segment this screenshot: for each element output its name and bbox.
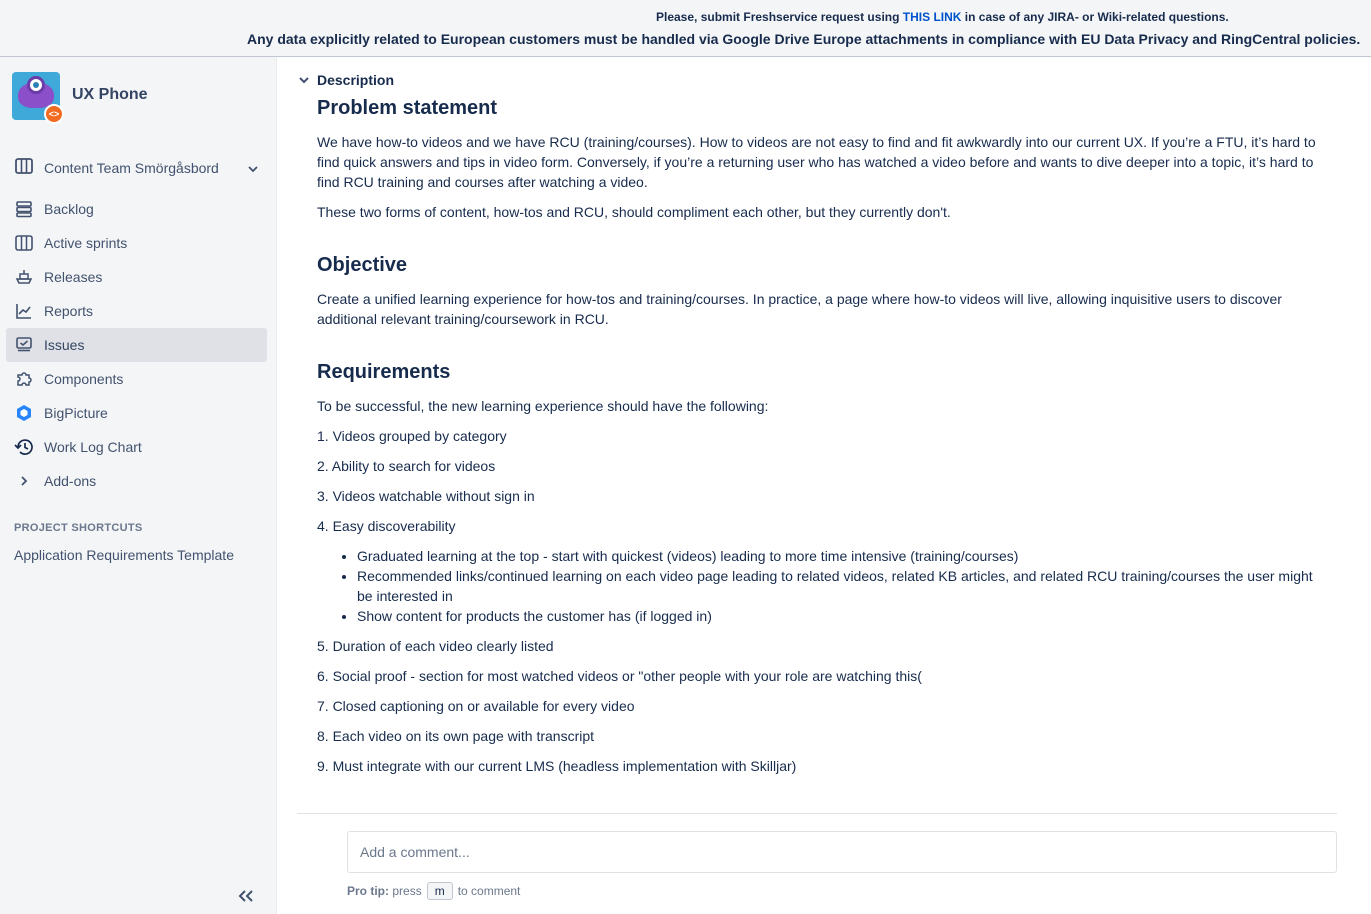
board-selector[interactable] (8, 151, 267, 185)
history-icon (14, 437, 34, 457)
sidebar-item-reports[interactable] (6, 294, 267, 328)
objective-heading: Objective (317, 254, 408, 276)
project-shortcuts-heading: PROJECT SHORTCUTS (14, 522, 143, 534)
chart-icon (14, 301, 34, 321)
avatar-pupil (33, 82, 39, 88)
chevron-down-icon (297, 73, 311, 87)
freshservice-link[interactable]: THIS LINK (902, 10, 962, 24)
sidebar-item-label: Components (44, 371, 124, 387)
ship-icon (14, 267, 34, 287)
sidebar-item-label: Work Log Chart (44, 439, 142, 455)
project-sidebar (0, 57, 277, 914)
code-badge-icon: <> (44, 104, 64, 124)
requirements-intro: To be successful, the new learning experience should have the following: (317, 398, 769, 414)
bigpicture-icon (14, 403, 34, 423)
list-item: • Show content for products the customer has (if logged in) (357, 606, 1317, 626)
announcement-banner (0, 0, 1371, 57)
shortcut-application-requirements[interactable]: Application Requirements Template (14, 547, 234, 563)
requirement-item: 2. Ability to search for videos (317, 458, 496, 474)
requirement-item: 4. Easy discoverability (317, 518, 456, 534)
sidebar-item-label: Reports (44, 303, 94, 319)
requirement-item: 9. Must integrate with our current LMS (headless implementation with Skilljar) (317, 758, 797, 774)
sidebar-item-releases[interactable] (6, 260, 267, 294)
sidebar-item-label: Active sprints (44, 235, 128, 251)
pro-tip-label: Pro tip: (347, 884, 389, 898)
collapse-sidebar-button[interactable] (234, 886, 258, 910)
requirement-item: 1. Videos grouped by category (317, 428, 507, 444)
project-name[interactable]: UX Phone (72, 86, 148, 103)
chevron-right-icon (14, 471, 34, 491)
requirements-heading: Requirements (317, 361, 451, 383)
banner-text-after: in case of any JIRA- or Wiki-related questions. (961, 10, 1229, 24)
requirement-item: 8. Each video on its own page with transcript (317, 728, 595, 744)
sidebar-item-label: Releases (44, 269, 103, 285)
pro-tip-press: press (392, 884, 422, 898)
divider (297, 813, 1337, 814)
requirement-item: 5. Duration of each video clearly listed (317, 638, 554, 654)
board-icon (14, 233, 34, 253)
banner-line-1 (656, 10, 1229, 24)
description-content (317, 95, 1317, 776)
add-comment-input[interactable] (347, 831, 1337, 873)
problem-heading: Problem statement (317, 97, 498, 119)
pro-tip-after: to comment (457, 884, 521, 898)
objective-paragraph: Create a unified learning experience for how-tos and training/courses. In practice, a page where how-to videos will live, allowing inquisitive users to discover additional relevant training/coursework in RCU. (317, 291, 1282, 327)
sidebar-item-label: Issues (44, 337, 85, 353)
banner-text-before: Please, submit Freshservice request using (656, 10, 903, 24)
description-label: Description (317, 72, 395, 88)
banner-line-2: Any data explicitly related to European customers must be handled via Google Drive Europe attachments in compliance with EU Data Privacy and RingCentral policies. (247, 31, 1361, 47)
puzzle-icon (14, 369, 34, 389)
sidebar-nav (6, 192, 267, 498)
issue-main-panel (277, 57, 1371, 914)
requirement-item: 7. Closed captioning on or available for every video (317, 698, 635, 714)
sidebar-item-label: Add-ons (44, 473, 97, 489)
sidebar-item-issues[interactable] (6, 328, 267, 362)
discoverability-bullets (357, 546, 1317, 626)
problem-paragraph-2: These two forms of content, how-tos and RCU, should compliment each other, but they currently don't. (317, 204, 951, 220)
sidebar-item-label: BigPicture (44, 405, 108, 421)
backlog-icon (14, 199, 34, 219)
sidebar-item-bigpicture[interactable] (6, 396, 267, 430)
project-avatar[interactable] (12, 72, 60, 120)
sidebar-item-add-ons[interactable] (6, 464, 267, 498)
chevron-down-icon (247, 162, 259, 180)
board-name: Content Team Smörgåsbord (44, 160, 219, 176)
board-icon (15, 158, 33, 179)
issues-icon (14, 335, 34, 355)
list-item: • Recommended links/continued learning on each video page leading to related videos, related KB articles, and related RCU training/courses the user might be interested in (357, 566, 1317, 606)
sidebar-item-work-log-chart[interactable] (6, 430, 267, 464)
requirement-item: 3. Videos watchable without sign in (317, 488, 535, 504)
problem-paragraph-1: We have how-to videos and we have RCU (training/courses). How to videos are not easy to find and fit awkwardly into our current UX. If you’re a FTU, it’s hard to find quick answers and tips in video form. Conversely, if you’re a returning user who has watched a video before and wants to dive deeper into a topic, it’s hard to find RCU training and courses after watching a video. (317, 134, 1316, 190)
sidebar-item-active-sprints[interactable] (6, 226, 267, 260)
sidebar-item-components[interactable] (6, 362, 267, 396)
pro-tip (347, 882, 520, 900)
description-toggle[interactable] (297, 72, 394, 88)
list-item: • Graduated learning at the top - start with quickest (videos) leading to more time intensive (training/courses) (357, 546, 1317, 566)
requirement-item: 6. Social proof - section for most watched videos or "other people with your role are watching this( (317, 668, 922, 684)
shortcut-key: m (427, 882, 453, 900)
sidebar-item-label: Backlog (44, 201, 94, 217)
double-chevron-left-icon (238, 889, 254, 908)
sidebar-item-backlog[interactable] (6, 192, 267, 226)
